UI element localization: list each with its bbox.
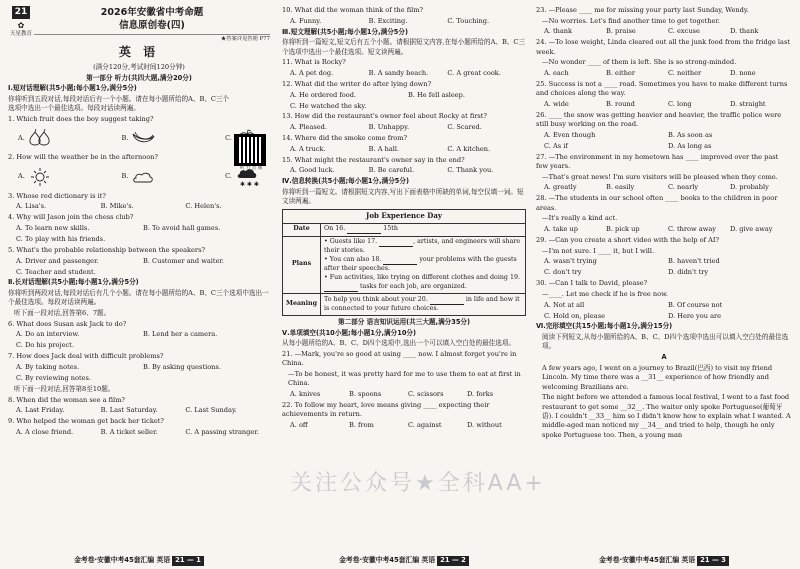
q9-option-a[interactable]: A. A close friend. (16, 427, 74, 436)
answer-reference: ★答案详见答册 P77 (220, 35, 270, 42)
q9-option-b[interactable]: B. A ticket seller. (100, 427, 158, 436)
q22-option-c[interactable]: C. against (408, 421, 442, 429)
question-27: 27. —The environment in my hometown has ____ improved over the past few years. (536, 152, 779, 171)
star-icon: ✿ (17, 20, 25, 30)
question-29: 29. —Can you create a short video with the help of AI? (536, 236, 720, 245)
q25-option-b[interactable]: B. round (606, 99, 635, 108)
q4-option-b[interactable]: B. To avoid hall games. (143, 224, 221, 232)
q23-option-d[interactable]: D. thank (730, 27, 759, 36)
q4-option-c[interactable]: C. To play with his friends. (16, 234, 106, 243)
plan-2-end: your problems with the guests after their speeches. (324, 255, 517, 272)
q5-options (8, 257, 270, 266)
sun-icon[interactable] (27, 167, 53, 187)
q11-options (282, 69, 526, 78)
q5-option-b[interactable]: B. Customer and waiter. (143, 256, 224, 265)
question-22: 22. To follow my heart, love means giving ____ expecting their achievements in return. (282, 400, 490, 419)
footer-page-3 (536, 553, 792, 569)
q1-option-a-label: A. (18, 133, 25, 142)
question-12: 12. What did the writer do after lying down? (282, 79, 432, 88)
q3-option-b[interactable]: B. Mike's. (100, 202, 134, 211)
q9-options (8, 428, 270, 437)
q4-option-a[interactable]: A. To learn new skills. (16, 224, 90, 232)
header-band (8, 6, 270, 42)
q23-option-c[interactable]: C. excuse (668, 27, 700, 36)
q1-option-b-label: B. (121, 133, 129, 142)
table-meaning-cell (321, 294, 526, 316)
q5-options-2 (8, 268, 270, 277)
qr-caption: 听 力 音 频 (239, 166, 263, 171)
question-14: 14. Where did the smoke come from? (282, 134, 408, 143)
q15-options (282, 166, 526, 175)
q26-option-b[interactable]: B. As soon as (668, 130, 713, 139)
q15-option-a[interactable]: A. Good luck. (290, 166, 335, 175)
plan-1-end: , artists, and engineers will share their stories. (324, 238, 521, 254)
q27-option-d[interactable]: D. probably (730, 183, 769, 192)
q10-option-b[interactable]: B. Exciting. (368, 16, 408, 25)
q6-options-2 (8, 341, 270, 350)
section-5-desc: 从每小题所给的A、B、C、D四个选项中,选出一个可以填入空白处的最佳选项。 (282, 339, 516, 348)
q28-option-a[interactable]: A. take up (544, 225, 578, 234)
q26-option-c[interactable]: C. As if (544, 141, 568, 150)
question-28: 28. —The students in our school often ____ books to the children in poor areas. (536, 194, 778, 212)
section-2-sub: 听下面一段对话,回答第6、7题。 (14, 309, 111, 318)
plan-3-num: 19. (509, 273, 520, 281)
section-1-desc: 你将听到五段对话,每段对话后有一个小题。请在每小题所给的A、B、C三个选项中选出一个最佳选项。每段对话读两遍。 (8, 95, 230, 113)
footer-text: 金考卷·安徽中考45套汇编 英语 (599, 556, 696, 565)
plan-3-end: tasks for each job, are organized. (360, 282, 467, 290)
q14-option-b[interactable]: B. A hall. (368, 144, 400, 153)
q10-option-c[interactable]: C. Touching. (447, 16, 490, 25)
q29-option-a[interactable]: A. wasn't trying (544, 257, 597, 266)
passage-para-2: The night before we attended a famous local festival, I went to a fast food restaurant to get some __32__. The waiter only spoke Portuguese(葡萄牙语). I couldn't __33__ him so I didn't know how to explain what I wanted. A middle-aged man noticed my __34__ and tried to help, though he only spoke Portuguese too. Then, a young man (542, 393, 791, 439)
q23-option-a[interactable]: A. thank (544, 27, 573, 36)
footer-page-number: 21 — 3 (697, 556, 729, 566)
q7-options (8, 363, 270, 372)
section-4-desc: 你将听到一篇短文。请根据短文内容,写出下面表格中所缺的单词,每空仅填一词。短文读两遍。 (282, 187, 524, 206)
qr-code[interactable] (234, 134, 268, 172)
q30-option-d[interactable]: D. Here you are (668, 311, 722, 320)
q8-options (8, 406, 270, 415)
q11-option-a[interactable]: A. A pet dog. (290, 68, 334, 77)
q2-options (8, 166, 270, 188)
q7-option-a[interactable]: A. By taking notes. (16, 363, 80, 372)
q22-options (282, 421, 526, 430)
question-2: 2. How will the weather be in the afternoon? (8, 153, 158, 162)
footer-text: 金考卷·安徽中考45套汇编 英语 (74, 556, 171, 565)
q24-option-d[interactable]: D. none (730, 68, 756, 77)
section-1-title: Ⅰ.短对话理解(共5小题;每小题1分,满分5分) (8, 84, 137, 93)
subject-title: 英 语 (118, 45, 160, 59)
question-3: 3. Whose red dictionary is it? (8, 191, 106, 200)
q21-option-c[interactable]: C. scissors (408, 390, 444, 399)
column-2 (282, 6, 526, 552)
question-25: 25. Success is not a ____ road. Sometimes you have to make different turns and choices along the way. (536, 79, 788, 98)
q21-option-b[interactable]: B. spoons (349, 390, 382, 399)
footer-page-2 (282, 553, 526, 569)
question-5: 5. What's the probable relationship between the speakers? (8, 245, 205, 254)
q9-option-c[interactable]: C. A passing stranger. (185, 427, 259, 436)
q1-option-c-label: C. (225, 133, 232, 142)
table-plans-label: Plans (283, 236, 321, 294)
q13-option-c[interactable]: C. Scared. (447, 123, 482, 132)
q5-option-c[interactable]: C. Teacher and student. (16, 267, 96, 276)
question-6: 6. What does Susan ask Jack to do? (8, 319, 127, 328)
part-2-title: 第二部分 语言知识运用(共三大题,满分35分) (337, 318, 471, 327)
meaning-end: in life and how it is connected to your future choices. (324, 295, 520, 312)
q8-option-a[interactable]: A. Last Friday. (16, 406, 65, 415)
q22-option-d[interactable]: D. without (467, 421, 502, 429)
q6-option-c[interactable]: C. Do his project. (16, 341, 74, 350)
q26-options-2 (536, 142, 792, 151)
q13-options (282, 123, 526, 132)
question-29-reply: —I'm not sure. I ____ it, but I will. (542, 246, 655, 255)
svg-text:✱ ✱ ✱: ✱ ✱ ✱ (240, 180, 259, 187)
title-line-1: 2026年安徽省中考命题 (100, 7, 204, 18)
q8-option-c[interactable]: C. Last Sunday. (185, 406, 237, 415)
footer-page-number: 21 — 2 (437, 556, 469, 566)
section-3-desc: 你将听到一篇短文,短文后有五个小题。请根据短文内容,在每小题所给的A、B、C三个选项中选出一个最佳选项。短文读两遍。 (282, 38, 526, 56)
q6-option-b[interactable]: B. Lend her a camera. (143, 330, 218, 339)
table-meaning-label: Meaning (283, 294, 321, 316)
q14-option-a[interactable]: A. A truck. (290, 144, 326, 153)
q30-option-a[interactable]: A. Not at all (544, 300, 585, 309)
q13-option-b[interactable]: B. Unhappy. (368, 123, 410, 132)
footer-page-1 (8, 553, 270, 569)
table-title: Job Experience Day (283, 209, 526, 223)
watermark: 关注公众号★全科AA+ (290, 471, 546, 496)
q28-option-d[interactable]: D. give away (730, 225, 773, 234)
q14-option-c[interactable]: C. A kitchen. (447, 144, 491, 153)
q29-options (536, 257, 792, 266)
q12-options (282, 91, 526, 100)
q22-option-a[interactable]: A. off (290, 421, 308, 429)
q15-option-b[interactable]: B. Be careful. (368, 166, 415, 175)
q25-options (536, 100, 792, 109)
section-5-title: Ⅴ.单项填空(共10小题;每小题1分,满分10分) (282, 328, 417, 337)
q29-option-c[interactable]: C. don't try (544, 268, 582, 277)
q27-options (536, 183, 792, 192)
question-21: 21. —Mark, you're so good at using ____ now. I almost forget you're in China. (282, 350, 517, 368)
question-8: 8. When did the woman see a film? (8, 395, 125, 404)
q11-option-c[interactable]: C. A great cook. (447, 68, 501, 77)
q7-option-c[interactable]: C. By reviewing notes. (16, 373, 92, 382)
q26-option-a[interactable]: A. Even though (544, 130, 596, 139)
blank-17[interactable] (379, 240, 413, 247)
qr-code-icon (234, 134, 266, 166)
q12-option-c[interactable]: C. He watched the sky. (290, 101, 367, 110)
question-1: 1. Which fruit does the boy suggest taking? (8, 115, 154, 124)
q10-options (282, 17, 526, 26)
q7-option-b[interactable]: B. By asking questions. (143, 363, 221, 372)
question-10: 10. What did the woman think of the film? (282, 6, 424, 14)
question-9: 9. Who helped the woman get back her ticket? (8, 417, 164, 426)
q30-option-c[interactable]: C. Hold on, please (544, 311, 606, 320)
cloud-icon[interactable] (130, 167, 156, 187)
q6-options (8, 330, 270, 339)
q30-options-2 (536, 312, 792, 321)
q4-options-2 (8, 235, 270, 244)
question-11: 11. What is Rocky? (282, 58, 346, 67)
section-2-title: Ⅱ.长对话理解(共5小题;每小题1分,满分5分) (8, 278, 139, 287)
exam-info: (满分120分,考试时间120分钟) (93, 63, 185, 72)
section-4-title: Ⅳ.信息转换(共5小题;每小题1分,满分5分) (282, 177, 409, 186)
q7-options-2 (8, 374, 270, 383)
q21-option-a[interactable]: A. knives (290, 390, 321, 399)
banana-icon[interactable] (130, 128, 156, 148)
q3-options (8, 202, 270, 211)
q25-option-c[interactable]: C. long (668, 99, 692, 108)
q12-option-b[interactable]: B. He fell asleep. (408, 90, 465, 99)
q24-option-c[interactable]: C. neither (668, 68, 702, 77)
q23-option-b[interactable]: B. praise (606, 27, 636, 36)
q28-option-c[interactable]: C. throw away (668, 225, 716, 234)
plan-2-start: • You can also 18. (324, 255, 382, 263)
q23-options (536, 27, 792, 36)
q27-option-c[interactable]: C. nearly (668, 183, 699, 192)
q12-option-a[interactable]: A. He ordered food. (290, 90, 357, 99)
column-1 (8, 6, 270, 552)
footer-text: 金考卷·安徽中考45套汇编 英语 (339, 556, 436, 565)
section-2-sub-2: 听下面一段对话,回答第8至10题。 (14, 384, 115, 393)
date-prefix: On 16. (324, 225, 346, 233)
q27-option-b[interactable]: B. easily (606, 183, 635, 192)
part-1-title: 第一部分 听力(共四大题,满分20分) (86, 73, 192, 82)
q21-option-d[interactable]: D. forks (467, 390, 494, 399)
paper-title (34, 6, 270, 43)
q3-option-a[interactable]: A. Lisa's. (16, 202, 47, 211)
q25-option-a[interactable]: A. wide (544, 99, 569, 108)
q8-option-b[interactable]: B. Last Saturday. (100, 406, 158, 415)
passage-label: A (661, 353, 667, 362)
question-23: 23. —Please ____ me for missing your party last Sunday, Wendy. (536, 6, 749, 14)
date-suffix: 15th (383, 225, 398, 233)
q12-options-2 (282, 102, 526, 111)
q11-option-b[interactable]: B. A sandy beach. (368, 68, 429, 77)
q27-option-a[interactable]: A. greatly (544, 183, 577, 192)
column-3 (536, 6, 792, 552)
question-30: 30. —Can I talk to David, please? (536, 279, 648, 288)
q3-option-c[interactable]: C. Helen's. (185, 202, 222, 211)
question-24-reply: —No wonder ____ of them is left. She is so strong-minded. (542, 58, 737, 67)
q1-options (8, 127, 270, 149)
blank-16[interactable] (347, 227, 381, 234)
q28-options (536, 225, 792, 234)
q4-options (8, 224, 270, 233)
question-28-reply: —It's really a kind act. (542, 214, 618, 223)
q24-option-a[interactable]: A. each (544, 68, 569, 77)
blank-20[interactable] (430, 298, 464, 305)
q30-options (536, 301, 792, 310)
table-plans-cell (321, 236, 526, 294)
q13-option-a[interactable]: A. Pleased. (290, 123, 327, 132)
question-13: 13. How did the restaurant's owner feel about Rocky at first? (282, 112, 487, 121)
q29-option-b[interactable]: B. haven't tried (668, 257, 720, 266)
passage-para-1: A few years ago, I went on a journey to Brazil(巴西) to visit my friend Lincoln. My time there was a __31__ experience of how friendly and welcoming Brazilians are. (542, 363, 773, 391)
brand-logo (8, 6, 34, 39)
question-30-reply: —____. Let me check if he is free now. (542, 289, 669, 298)
q5-option-a[interactable]: A. Driver and passenger. (16, 256, 99, 265)
q10-option-a[interactable]: A. Funny. (290, 16, 322, 25)
question-26: 26. ____ the snow was getting heavier and heavier, the traffic police were still busy working on the road. (536, 110, 782, 129)
q25-option-d[interactable]: D. straight (730, 99, 766, 108)
table-date-label: Date (283, 223, 321, 236)
pear-icon[interactable] (27, 128, 53, 148)
q29-options-2 (536, 268, 792, 277)
q14-options (282, 145, 526, 154)
brand-name: 天星教育 (9, 31, 32, 38)
q2-option-b-label: B. (121, 172, 129, 181)
question-23-reply: —No worries. Let's find another time to get together. (542, 16, 720, 25)
plan-3-start: • Fun activities, like trying on different clothes and doing (324, 273, 508, 281)
section-3-title: Ⅲ.短文理解(共5小题;每小题1分,满分5分) (282, 27, 408, 36)
info-table (282, 209, 526, 316)
meaning-start: To help you think about your 20. (324, 295, 428, 303)
question-27-reply: —That's great news! I'm sure visitors will be pleased when they come. (542, 172, 778, 181)
q24-options (536, 69, 792, 78)
q26-option-d[interactable]: D. As long as (668, 141, 712, 150)
question-4: 4. Why will Jason join the chess club? (8, 213, 134, 222)
section-2-desc: 你将听到两段对话,每段对话后有几个小题。请在每小题所给的A、B、C三个选项中选出一个最佳选项。每段对话读两遍。 (8, 289, 269, 307)
section-6-desc: 阅读下列短文,从每小题所给的A、B、C、D四个选项中选出可以填入空白处的最佳选项。 (542, 333, 789, 351)
q6-option-a[interactable]: A. Do an interview. (16, 330, 80, 339)
question-7: 7. How does Jack deal with difficult problems? (8, 352, 164, 361)
table-date-cell (321, 223, 526, 236)
question-21-reply: —To be honest, it was pretty hard for me to use them to eat at first in China. (288, 370, 521, 388)
blank-18[interactable] (383, 258, 417, 265)
q2-option-c-label: C. (225, 172, 232, 181)
paper-number-badge: 21 (12, 6, 31, 19)
question-15: 15. What might the restaurant's owner say in the end? (282, 155, 465, 164)
title-line-2: 信息原创卷(四) (34, 19, 270, 34)
section-6-title: Ⅵ.完形填空(共15小题;每小题1分,满分15分) (536, 322, 673, 331)
q2-option-a-label: A. (18, 172, 25, 181)
q24-option-b[interactable]: B. either (606, 68, 635, 77)
question-24: 24. —To lose weight, Linda cleared out all the junk food from the fridge last week. (536, 38, 790, 56)
plan-1-start: • Guests like 17. (324, 238, 378, 246)
q30-option-b[interactable]: B. Of course not (668, 300, 723, 309)
footer-page-number: 21 — 1 (172, 556, 204, 566)
q15-option-c[interactable]: C. Thank you. (447, 166, 494, 175)
q26-options (536, 131, 792, 140)
q22-option-b[interactable]: B. from (349, 421, 374, 429)
q21-options (282, 390, 526, 399)
blank-19[interactable] (324, 285, 358, 292)
q28-option-b[interactable]: B. pick up (606, 225, 640, 234)
q29-option-d[interactable]: D. didn't try (668, 268, 709, 277)
